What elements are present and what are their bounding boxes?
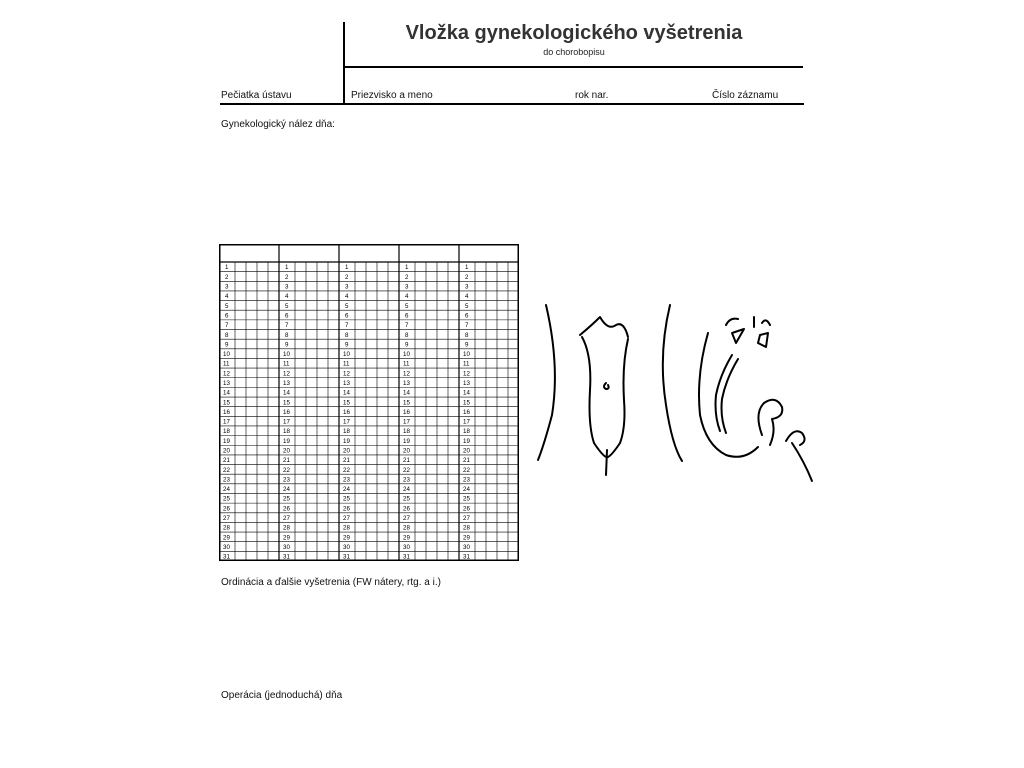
calendar-day-number: 15	[283, 399, 290, 407]
calendar-day-number: 12	[343, 370, 350, 378]
calendar-day-number: 18	[343, 428, 350, 436]
anatomy-diagram-icon	[530, 295, 830, 495]
calendar-day-number: 1	[285, 264, 289, 272]
calendar-day-number: 25	[343, 495, 350, 503]
calendar-day-number: 24	[223, 486, 230, 494]
calendar-day-number: 6	[465, 312, 469, 320]
calendar-day-number: 24	[343, 486, 350, 494]
calendar-day-number: 31	[223, 553, 230, 561]
calendar-day-number: 25	[283, 495, 290, 503]
calendar-day-number: 27	[463, 515, 470, 523]
calendar-day-number: 22	[403, 466, 410, 474]
calendar-day-number: 14	[283, 389, 290, 397]
calendar-day-number: 16	[403, 408, 410, 416]
calendar-day-number: 9	[405, 341, 409, 349]
calendar-day-number: 30	[283, 543, 290, 551]
calendar-day-number: 23	[223, 476, 230, 484]
calendar-day-number: 18	[223, 428, 230, 436]
calendar-day-number: 14	[403, 389, 410, 397]
calendar-day-number: 29	[283, 534, 290, 542]
calendar-day-number: 11	[283, 360, 290, 368]
header-bottom-rule	[220, 103, 804, 105]
calendar-day-number: 13	[223, 379, 230, 387]
calendar-day-number: 27	[403, 515, 410, 523]
calendar-day-number: 25	[403, 495, 410, 503]
calendar-day-number: 3	[465, 283, 469, 291]
calendar-day-number: 27	[223, 515, 230, 523]
calendar-day-number: 1	[345, 264, 349, 272]
calendar-day-number: 21	[403, 457, 410, 465]
calendar-day-number: 18	[463, 428, 470, 436]
calendar-day-number: 22	[463, 466, 470, 474]
calendar-day-number: 21	[343, 457, 350, 465]
name-label[interactable]: Priezvisko a meno	[351, 90, 433, 101]
calendar-day-number: 2	[465, 273, 469, 281]
calendar-day-number: 28	[283, 524, 290, 532]
calendar-day-number: 16	[223, 408, 230, 416]
front-torso-left-side-icon	[582, 337, 606, 457]
calendar-day-number: 10	[463, 351, 470, 359]
calendar-day-number: 2	[405, 273, 409, 281]
calendar-day-number: 9	[285, 341, 289, 349]
calendar-day-number: 19	[463, 437, 470, 445]
calendar-day-number: 4	[405, 293, 409, 301]
calendar-day-number: 1	[405, 264, 409, 272]
calendar-day-number: 20	[403, 447, 410, 455]
calendar-day-number: 15	[223, 399, 230, 407]
calendar-day-number: 28	[403, 524, 410, 532]
calendar-day-number: 16	[463, 408, 470, 416]
calendar-day-number: 3	[345, 283, 349, 291]
calendar-day-number: 9	[345, 341, 349, 349]
calendar-day-number: 7	[225, 322, 229, 330]
calendar-day-number: 16	[343, 408, 350, 416]
header-vertical-divider	[343, 22, 345, 104]
calendar-day-number: 8	[285, 331, 289, 339]
calendar-day-number: 24	[283, 486, 290, 494]
calendar-day-number: 2	[345, 273, 349, 281]
calendar-day-number: 23	[283, 476, 290, 484]
calendar-day-number: 27	[343, 515, 350, 523]
external-contour-icon	[786, 431, 805, 445]
calendar-day-number: 6	[405, 312, 409, 320]
calendar-day-number: 17	[223, 418, 230, 426]
calendar-day-number: 19	[403, 437, 410, 445]
calendar-day-number: 14	[463, 389, 470, 397]
calendar-day-number: 14	[223, 389, 230, 397]
calendar-day-number: 26	[343, 505, 350, 513]
calendar-day-number: 4	[225, 293, 229, 301]
front-body-left-outline-icon	[538, 305, 555, 460]
header-top-rule	[345, 66, 803, 68]
calendar-day-number: 5	[225, 302, 229, 310]
calendar-day-number: 31	[403, 553, 410, 561]
calendar-day-number: 13	[283, 379, 290, 387]
calendar-day-number: 3	[225, 283, 229, 291]
calendar-day-number: 21	[223, 457, 230, 465]
pelvic-top-icon	[726, 317, 770, 327]
calendar-day-number: 5	[345, 302, 349, 310]
calendar-day-number: 18	[283, 428, 290, 436]
calendar-day-number: 4	[345, 293, 349, 301]
calendar-day-number: 28	[223, 524, 230, 532]
uterus-top-shape-icon	[758, 333, 768, 347]
calendar-day-number: 17	[343, 418, 350, 426]
calendar-day-number: 28	[463, 524, 470, 532]
sagittal-back-outline-icon	[699, 333, 758, 457]
calendar-day-number: 8	[225, 331, 229, 339]
calendar-day-number: 5	[285, 302, 289, 310]
calendar-day-number: 29	[223, 534, 230, 542]
calendar-day-number: 13	[403, 379, 410, 387]
calendar-day-number: 26	[403, 505, 410, 513]
calendar-day-number: 12	[463, 370, 470, 378]
calendar-day-number: 10	[343, 351, 350, 359]
calendar-day-number: 11	[463, 360, 470, 368]
birth-year-label[interactable]: rok nar.	[575, 90, 609, 101]
calendar-day-number: 21	[283, 457, 290, 465]
calendar-day-number: 2	[285, 273, 289, 281]
calendar-day-number: 15	[343, 399, 350, 407]
calendar-day-number: 29	[343, 534, 350, 542]
front-torso-right-side-icon	[608, 339, 628, 457]
calendar-day-number: 30	[403, 543, 410, 551]
calendar-day-number: 13	[343, 379, 350, 387]
calendar-day-number: 31	[283, 553, 290, 561]
calendar-day-number: 19	[223, 437, 230, 445]
calendar-day-number: 12	[403, 370, 410, 378]
calendar-day-number: 29	[403, 534, 410, 542]
calendar-day-number: 13	[463, 379, 470, 387]
calendar-day-number: 7	[405, 322, 409, 330]
calendar-day-number: 18	[403, 428, 410, 436]
calendar-day-number: 4	[465, 293, 469, 301]
calendar-day-number: 20	[463, 447, 470, 455]
calendar-day-number: 1	[225, 264, 229, 272]
calendar-day-number: 30	[223, 543, 230, 551]
calendar-day-number: 10	[283, 351, 290, 359]
calendar-day-number: 2	[225, 273, 229, 281]
leg-outline-icon	[792, 443, 812, 481]
calendar-day-number: 20	[343, 447, 350, 455]
calendar-day-number: 8	[465, 331, 469, 339]
calendar-day-number: 5	[465, 302, 469, 310]
bladder-shape-icon	[732, 329, 744, 343]
calendar-day-number: 4	[285, 293, 289, 301]
calendar-day-number: 20	[283, 447, 290, 455]
calendar-day-number: 5	[405, 302, 409, 310]
calendar-day-number: 29	[463, 534, 470, 542]
calendar-day-number: 9	[465, 341, 469, 349]
form-subtitle: do chorobopisu	[543, 47, 605, 57]
menstrual-calendar-grid[interactable]	[219, 244, 519, 561]
calendar-day-number: 8	[345, 331, 349, 339]
calendar-day-number: 22	[343, 466, 350, 474]
calendar-day-number: 28	[343, 524, 350, 532]
gyn-finding-label: Gynekologický nález dňa:	[221, 119, 335, 130]
calendar-day-number: 16	[283, 408, 290, 416]
calendar-day-number: 23	[403, 476, 410, 484]
calendar-day-number: 23	[343, 476, 350, 484]
calendar-day-number: 19	[283, 437, 290, 445]
operation-label: Operácia (jednoduchá) dňa	[221, 690, 343, 701]
calendar-day-number: 3	[405, 283, 409, 291]
calendar-day-number: 30	[343, 543, 350, 551]
calendar-day-number: 31	[343, 553, 350, 561]
calendar-day-number: 25	[223, 495, 230, 503]
calendar-day-number: 20	[223, 447, 230, 455]
calendar-day-number: 15	[403, 399, 410, 407]
calendar-day-number: 21	[463, 457, 470, 465]
navel-icon	[604, 383, 609, 389]
calendar-day-number: 9	[225, 341, 229, 349]
calendar-day-number: 7	[285, 322, 289, 330]
calendar-day-number: 11	[403, 360, 410, 368]
front-torso-outline-icon	[580, 317, 628, 337]
calendar-day-number: 17	[283, 418, 290, 426]
vulva-line-icon	[606, 450, 607, 475]
calendar-day-number: 24	[403, 486, 410, 494]
calendar-day-number: 6	[345, 312, 349, 320]
calendar-day-number: 3	[285, 283, 289, 291]
calendar-day-number: 8	[405, 331, 409, 339]
calendar-day-number: 23	[463, 476, 470, 484]
stamp-label: Pečiatka ústavu	[221, 90, 292, 101]
calendar-day-number: 24	[463, 486, 470, 494]
calendar-day-number: 10	[223, 351, 230, 359]
calendar-day-number: 6	[225, 312, 229, 320]
calendar-day-number: 15	[463, 399, 470, 407]
form-title: Vložka gynekologického vyšetrenia	[405, 22, 743, 44]
calendar-day-number: 7	[465, 322, 469, 330]
calendar-day-number: 7	[345, 322, 349, 330]
calendar-day-number: 26	[223, 505, 230, 513]
record-number-label[interactable]: Číslo záznamu	[712, 90, 779, 101]
calendar-day-number: 25	[463, 495, 470, 503]
calendar-day-number: 17	[403, 418, 410, 426]
calendar-day-number: 27	[283, 515, 290, 523]
side-body-left-outline-icon	[663, 305, 682, 461]
calendar-day-number: 11	[223, 360, 230, 368]
ordination-label: Ordinácia a ďalšie vyšetrenia (FW nátery, rtg. a i.)	[221, 577, 441, 588]
calendar-day-number: 17	[463, 418, 470, 426]
calendar-day-number: 31	[463, 553, 470, 561]
uterus-icon	[758, 400, 782, 445]
calendar-day-number: 26	[463, 505, 470, 513]
calendar-day-number: 22	[223, 466, 230, 474]
calendar-day-number: 11	[343, 360, 350, 368]
calendar-day-number: 30	[463, 543, 470, 551]
calendar-day-number: 10	[403, 351, 410, 359]
calendar-day-number: 19	[343, 437, 350, 445]
calendar-day-number: 22	[283, 466, 290, 474]
calendar-day-number: 12	[223, 370, 230, 378]
calendar-day-number: 1	[465, 264, 469, 272]
calendar-day-number: 12	[283, 370, 290, 378]
calendar-day-number: 14	[343, 389, 350, 397]
calendar-day-number: 26	[283, 505, 290, 513]
calendar-day-number: 6	[285, 312, 289, 320]
